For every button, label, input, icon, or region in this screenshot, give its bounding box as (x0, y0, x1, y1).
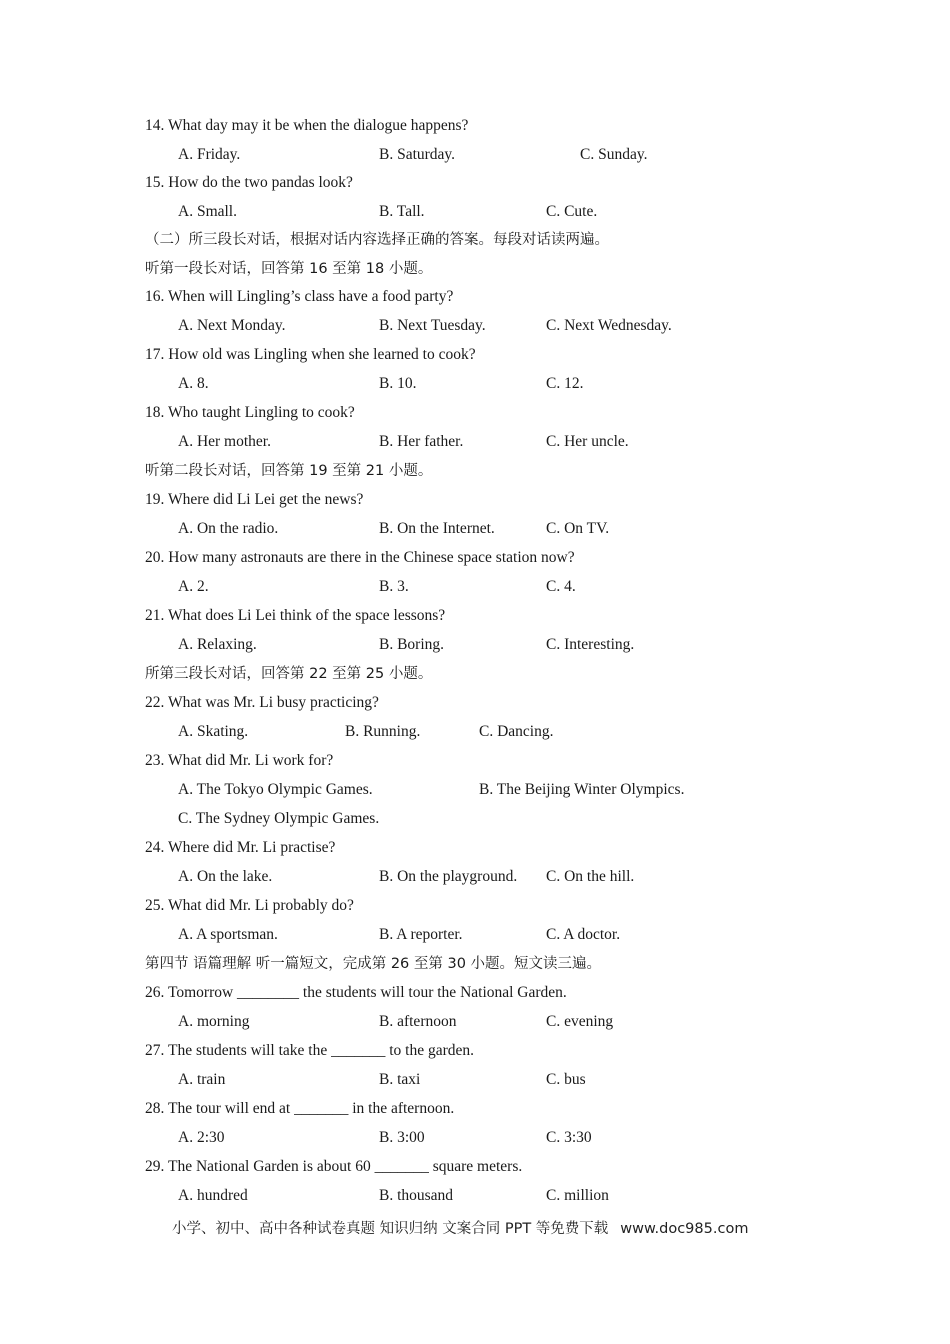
question-20: 20. How many astronauts are there in the Chinese space station now? (145, 549, 575, 566)
option-25c: C. A doctor. (546, 926, 621, 943)
option-23c: C. The Sydney Olympic Games. (178, 810, 380, 827)
question-29: 29. The National Garden is about 60 _______ square meters. (145, 1158, 523, 1175)
section-2-heading: （二）所三段长对话，根据对话内容选择正确的答案。每段对话读两遍。 (145, 232, 609, 248)
option-19b: B. On the Internet. (379, 520, 495, 537)
option-22b: B. Running. (345, 723, 421, 740)
option-26a: A. morning (178, 1013, 250, 1030)
option-27a: A. train (178, 1071, 226, 1088)
option-23a: A. The Tokyo Olympic Games. (178, 781, 373, 798)
option-25a: A. A sportsman. (178, 926, 278, 943)
dialogue-3-heading: 所第三段长对话，回答第 22 至第 25 小题。 (145, 666, 433, 682)
option-23b: B. The Beijing Winter Olympics. (479, 781, 685, 798)
option-16c: C. Next Wednesday. (546, 317, 672, 334)
option-29c: C. million (546, 1187, 609, 1204)
option-29a: A. hundred (178, 1187, 248, 1204)
option-15c: C. Cute. (546, 203, 598, 220)
option-19a: A. On the radio. (178, 520, 279, 537)
question-24: 24. Where did Mr. Li practise? (145, 839, 336, 856)
option-21b: B. Boring. (379, 636, 445, 653)
question-23: 23. What did Mr. Li work for? (145, 752, 334, 769)
option-28a: A. 2:30 (178, 1129, 225, 1146)
option-20b: B. 3. (379, 578, 409, 595)
option-25b: B. A reporter. (379, 926, 463, 943)
footer-text: 小学、初中、高中各种试卷真题 知识归纳 文案合同 PPT 等免费下载 (172, 1221, 609, 1237)
option-29b: B. thousand (379, 1187, 454, 1204)
option-17c: C. 12. (546, 375, 584, 392)
question-19: 19. Where did Li Lei get the news? (145, 491, 364, 508)
option-20a: A. 2. (178, 578, 209, 595)
option-26b: B. afternoon (379, 1013, 457, 1030)
option-14b: B. Saturday. (379, 146, 456, 163)
section-4-heading: 第四节 语篇理解 听一篇短文，完成第 26 至第 30 小题。短文读三遍。 (145, 956, 602, 972)
option-28b: B. 3:00 (379, 1129, 425, 1146)
option-26c: C. evening (546, 1013, 614, 1030)
option-16b: B. Next Tuesday. (379, 317, 486, 334)
option-14a: A. Friday. (178, 146, 241, 163)
question-26: 26. Tomorrow ________ the students will tour the National Garden. (145, 984, 567, 1001)
footer-site-link[interactable]: www.doc985.com (620, 1221, 749, 1237)
question-25: 25. What did Mr. Li probably do? (145, 897, 354, 914)
option-14c: C. Sunday. (580, 146, 648, 163)
question-15: 15. How do the two pandas look? (145, 174, 353, 191)
option-22c: C. Dancing. (479, 723, 554, 740)
option-19c: C. On TV. (546, 520, 610, 537)
option-21a: A. Relaxing. (178, 636, 257, 653)
question-27: 27. The students will take the _______ to the garden. (145, 1042, 475, 1059)
option-24a: A. On the lake. (178, 868, 273, 885)
option-28c: C. 3:30 (546, 1129, 592, 1146)
question-22: 22. What was Mr. Li busy practicing? (145, 694, 379, 711)
option-20c: C. 4. (546, 578, 576, 595)
question-16: 16. When will Lingling’s class have a food party? (145, 288, 454, 305)
dialogue-1-heading: 听第一段长对话，回答第 16 至第 18 小题。 (145, 261, 433, 277)
option-21c: C. Interesting. (546, 636, 635, 653)
option-18a: A. Her mother. (178, 433, 271, 450)
option-15a: A. Small. (178, 203, 237, 220)
option-16a: A. Next Monday. (178, 317, 286, 334)
question-18: 18. Who taught Lingling to cook? (145, 404, 355, 421)
question-17: 17. How old was Lingling when she learned to cook? (145, 346, 476, 363)
dialogue-2-heading: 听第二段长对话，回答第 19 至第 21 小题。 (145, 463, 433, 479)
question-21: 21. What does Li Lei think of the space lessons? (145, 607, 446, 624)
option-17b: B. 10. (379, 375, 417, 392)
option-24c: C. On the hill. (546, 868, 635, 885)
option-24b: B. On the playground. (379, 868, 518, 885)
option-17a: A. 8. (178, 375, 209, 392)
question-28: 28. The tour will end at _______ in the afternoon. (145, 1100, 455, 1117)
option-18c: C. Her uncle. (546, 433, 629, 450)
question-14: 14. What day may it be when the dialogue happens? (145, 117, 469, 134)
option-15b: B. Tall. (379, 203, 425, 220)
option-18b: B. Her father. (379, 433, 464, 450)
page-footer (172, 1219, 748, 1239)
option-22a: A. Skating. (178, 723, 249, 740)
option-27b: B. taxi (379, 1071, 421, 1088)
option-27c: C. bus (546, 1071, 586, 1088)
